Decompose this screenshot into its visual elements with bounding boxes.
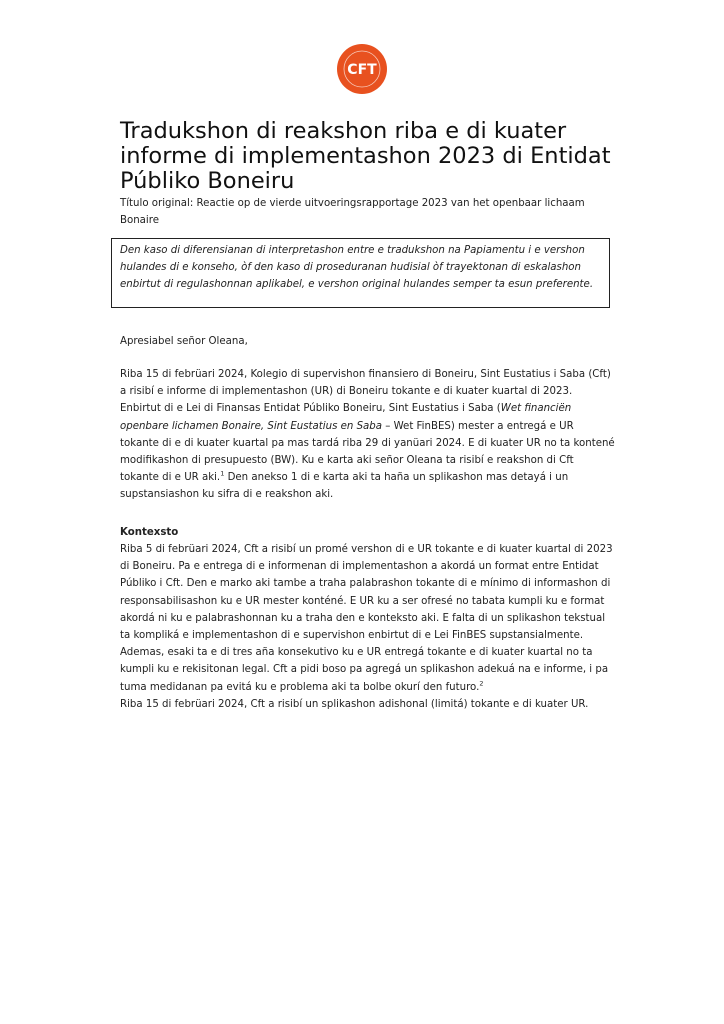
paragraph-intro-text-3: Den anekso 1 di e karta aki ta haña un splikashon mas detayá i un supstansiashon ku sifra di e reakshon aki. <box>120 472 569 501</box>
disclaimer-box: Den kaso di diferensianan di interpretashon entre e tradukshon na Papiamentu i e vershon hulandes di e konseho, òf den kaso di proseduranan hudisial òf trayektonan di eskalashon enbirtut di regulashonnan aplikabel, e vershon original hulandes semper ta esun preferente. <box>111 238 610 308</box>
law-name-italic: Wet financiën openbare lichamen Bonaire, Sint Eustatius en Saba <box>120 403 572 432</box>
footnote-ref-1[interactable]: 1 <box>220 469 225 478</box>
document-title: Tradukshon di reakshon riba e di kuater informe di implementashon 2023 di Entidat Públiko Boneiru <box>120 118 611 194</box>
footnote-ref-2[interactable]: 2 <box>479 679 484 688</box>
paragraph-context-text-2: Riba 15 di febrüari 2024, Cft a risibí un splikashon adishonal (limitá) tokante e di kuater UR. <box>120 698 589 710</box>
paragraph-intro-text-2: – Wet FinBES) mester a entregá e UR tokante di e di kuater kuartal pa mas tardá riba 29 di yanüari 2024. E di kuater UR no ta kontené modifikashon di presupuesto (BW). Ku e karta aki señor Oleana ta risibí e reakshon di Cft tokante di e UR aki. <box>120 420 615 484</box>
logo-text: CFT <box>347 62 377 78</box>
paragraph-context <box>120 541 615 713</box>
paragraph-intro <box>120 366 615 504</box>
salutation: Apresiabel señor Oleana, <box>120 336 248 347</box>
original-title: Título original: Reactie op de vierde uitvoeringsrapportage 2023 van het openbaar lichaam Bonaire <box>120 198 585 226</box>
cft-logo-icon <box>336 43 388 95</box>
section-heading: Kontexsto <box>120 527 179 538</box>
paragraph-intro-text: Riba 15 di febrüari 2024, Kolegio di supervishon finansiero di Boneiru, Sint Eustatius i Saba (Cft) a risibí e informe di implementashon (UR) di Boneiru tokante e di kuater kuartal di 2023. Enbirtut di e Lei di Finansas Entidat Públiko Boneiru, Sint Eustatius i Saba ( <box>120 369 611 415</box>
paragraph-context-text: Riba 5 di febrüari 2024, Cft a risibí un promé vershon di e UR tokante e di kuater kuartal di 2023 di Boneiru. Pa e entrega di e informenan di implementashon a akordá un format entre Entidat Públiko i Cft. Den e marko aki tambe a traha palabrashon tokante di e mínimo di informashon di responsabilisashon ku e UR mester konténé. E UR ku a ser ofresé no tabata kumpli ku e format akordá ni ku e palabrashonnan ku a traha den e kontekstо aki. E falta di un splikashon tekstual ta kompliká e implementashon di e supervishon enbirtut di e Lei FinBES supstansialmente. Ademas, esaki ta e di tres aña konsekutivo ku e UR entregá tokante e di kuater kuartal no ta kumpli ku e rekisitonan legal. Cft a pidi boso pa agregá un splikashon adekuá na e informe, i pa tuma medidanan pa evitá ku e problema aki ta bolbe okurí den futuro. <box>120 544 613 693</box>
